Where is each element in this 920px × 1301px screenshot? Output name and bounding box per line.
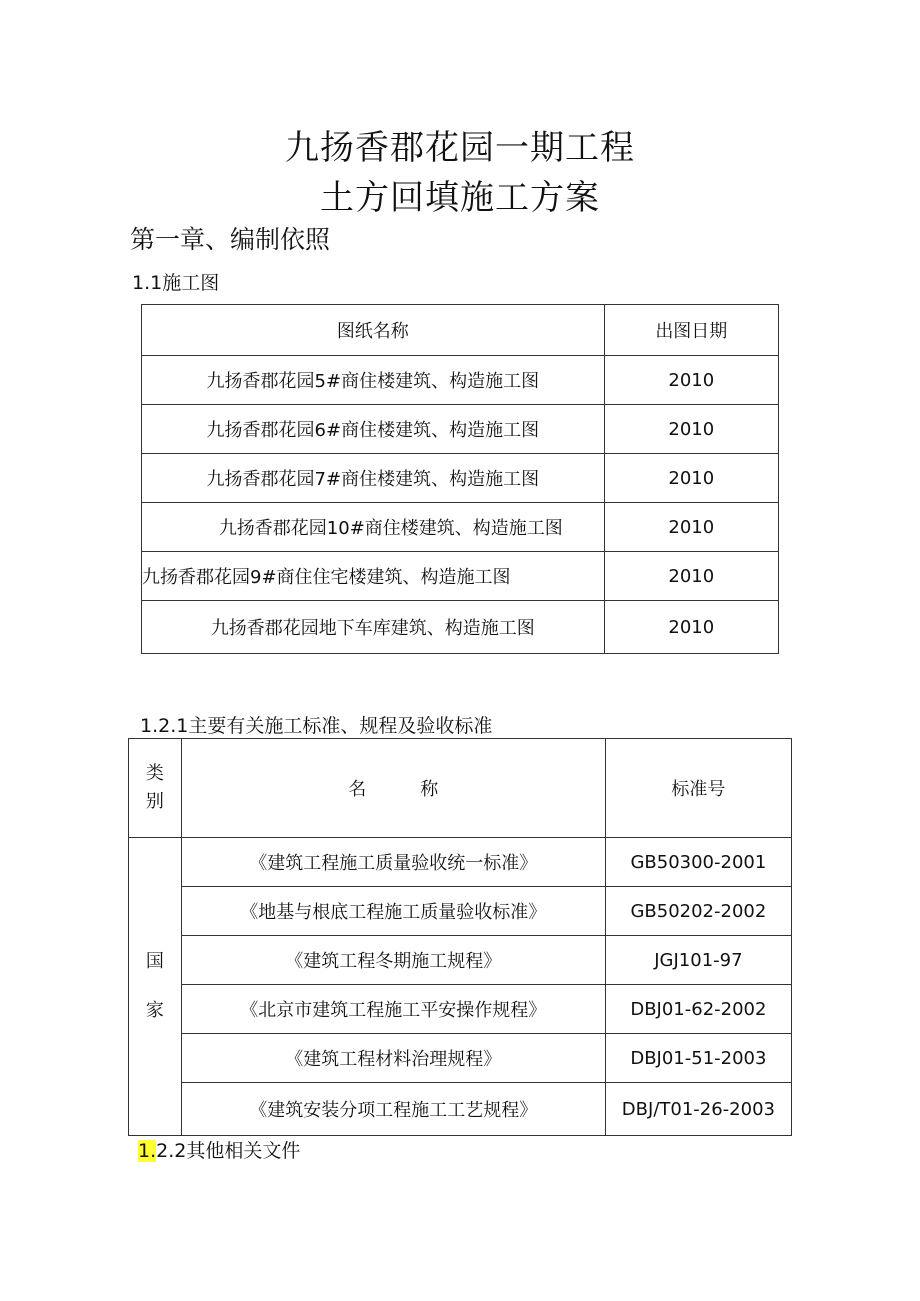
table-row	[129, 936, 792, 985]
table-row	[142, 601, 779, 654]
table-row	[142, 454, 779, 503]
drawing-name: 九扬香郡花园6#商住楼建筑、构造施工图	[142, 405, 605, 454]
standard-name: 《地基与根底工程施工质量验收标准》	[181, 887, 605, 936]
table-row	[129, 1034, 792, 1083]
header-name: 名 称	[181, 739, 605, 838]
standards-table	[128, 738, 792, 1136]
standard-code: GB50300-2001	[605, 838, 791, 887]
drawing-name: 九扬香郡花园5#商住楼建筑、构造施工图	[142, 356, 605, 405]
standard-name: 《建筑工程材料治理规程》	[181, 1034, 605, 1083]
table-row	[142, 552, 779, 601]
drawing-date: 2010	[604, 405, 778, 454]
drawing-name: 九扬香郡花园地下车库建筑、构造施工图	[142, 601, 605, 654]
section-heading-1-2-2	[138, 1136, 300, 1163]
standard-code: GB50202-2002	[605, 887, 791, 936]
table-row	[129, 838, 792, 887]
section-heading-1-2-1: 1.2.1主要有关施工标准、规程及验收标准	[140, 715, 493, 737]
table-header-row	[142, 305, 779, 356]
drawing-date: 2010	[604, 552, 778, 601]
drawing-name: 九扬香郡花园9#商住住宅楼建筑、构造施工图	[142, 552, 605, 601]
table-row	[142, 356, 779, 405]
drawing-date: 2010	[604, 454, 778, 503]
header-standard-code: 标准号	[605, 739, 791, 838]
drawings-table	[141, 304, 779, 654]
document-subtitle: 土方回填施工方案	[320, 178, 600, 218]
document-title: 九扬香郡花园一期工程	[285, 128, 635, 168]
section-heading-1-1: 1.1施工图	[132, 272, 220, 294]
drawing-date: 2010	[604, 503, 778, 552]
drawing-name: 九扬香郡花园7#商住楼建筑、构造施工图	[142, 454, 605, 503]
drawing-date: 2010	[604, 356, 778, 405]
standard-code: DBJ/T01-26-2003	[605, 1083, 791, 1136]
table-row	[142, 503, 779, 552]
standard-code: DBJ01-62-2002	[605, 985, 791, 1034]
header-issue-date: 出图日期	[604, 305, 778, 356]
table-header-row	[129, 739, 792, 838]
chapter-heading: 第一章、编制依照	[130, 225, 331, 254]
standard-code: DBJ01-51-2003	[605, 1034, 791, 1083]
table-row	[129, 1083, 792, 1136]
table-row	[129, 887, 792, 936]
header-category: 类别	[129, 739, 182, 838]
drawing-date: 2010	[604, 601, 778, 654]
standard-code: JGJ101-97	[605, 936, 791, 985]
section-heading-text: 2.2其他相关文件	[156, 1140, 301, 1162]
standard-name: 《建筑安装分项工程施工工艺规程》	[181, 1083, 605, 1136]
header-drawing-name: 图纸名称	[142, 305, 605, 356]
standard-name: 《建筑工程施工质量验收统一标准》	[181, 838, 605, 887]
table-row	[129, 985, 792, 1034]
category-national: 国家	[129, 838, 182, 1136]
highlighted-text: 1.	[138, 1140, 157, 1162]
standard-name: 《建筑工程冬期施工规程》	[181, 936, 605, 985]
standard-name: 《北京市建筑工程施工平安操作规程》	[181, 985, 605, 1034]
table-row	[142, 405, 779, 454]
drawing-name: 九扬香郡花园10#商住楼建筑、构造施工图	[142, 503, 605, 552]
